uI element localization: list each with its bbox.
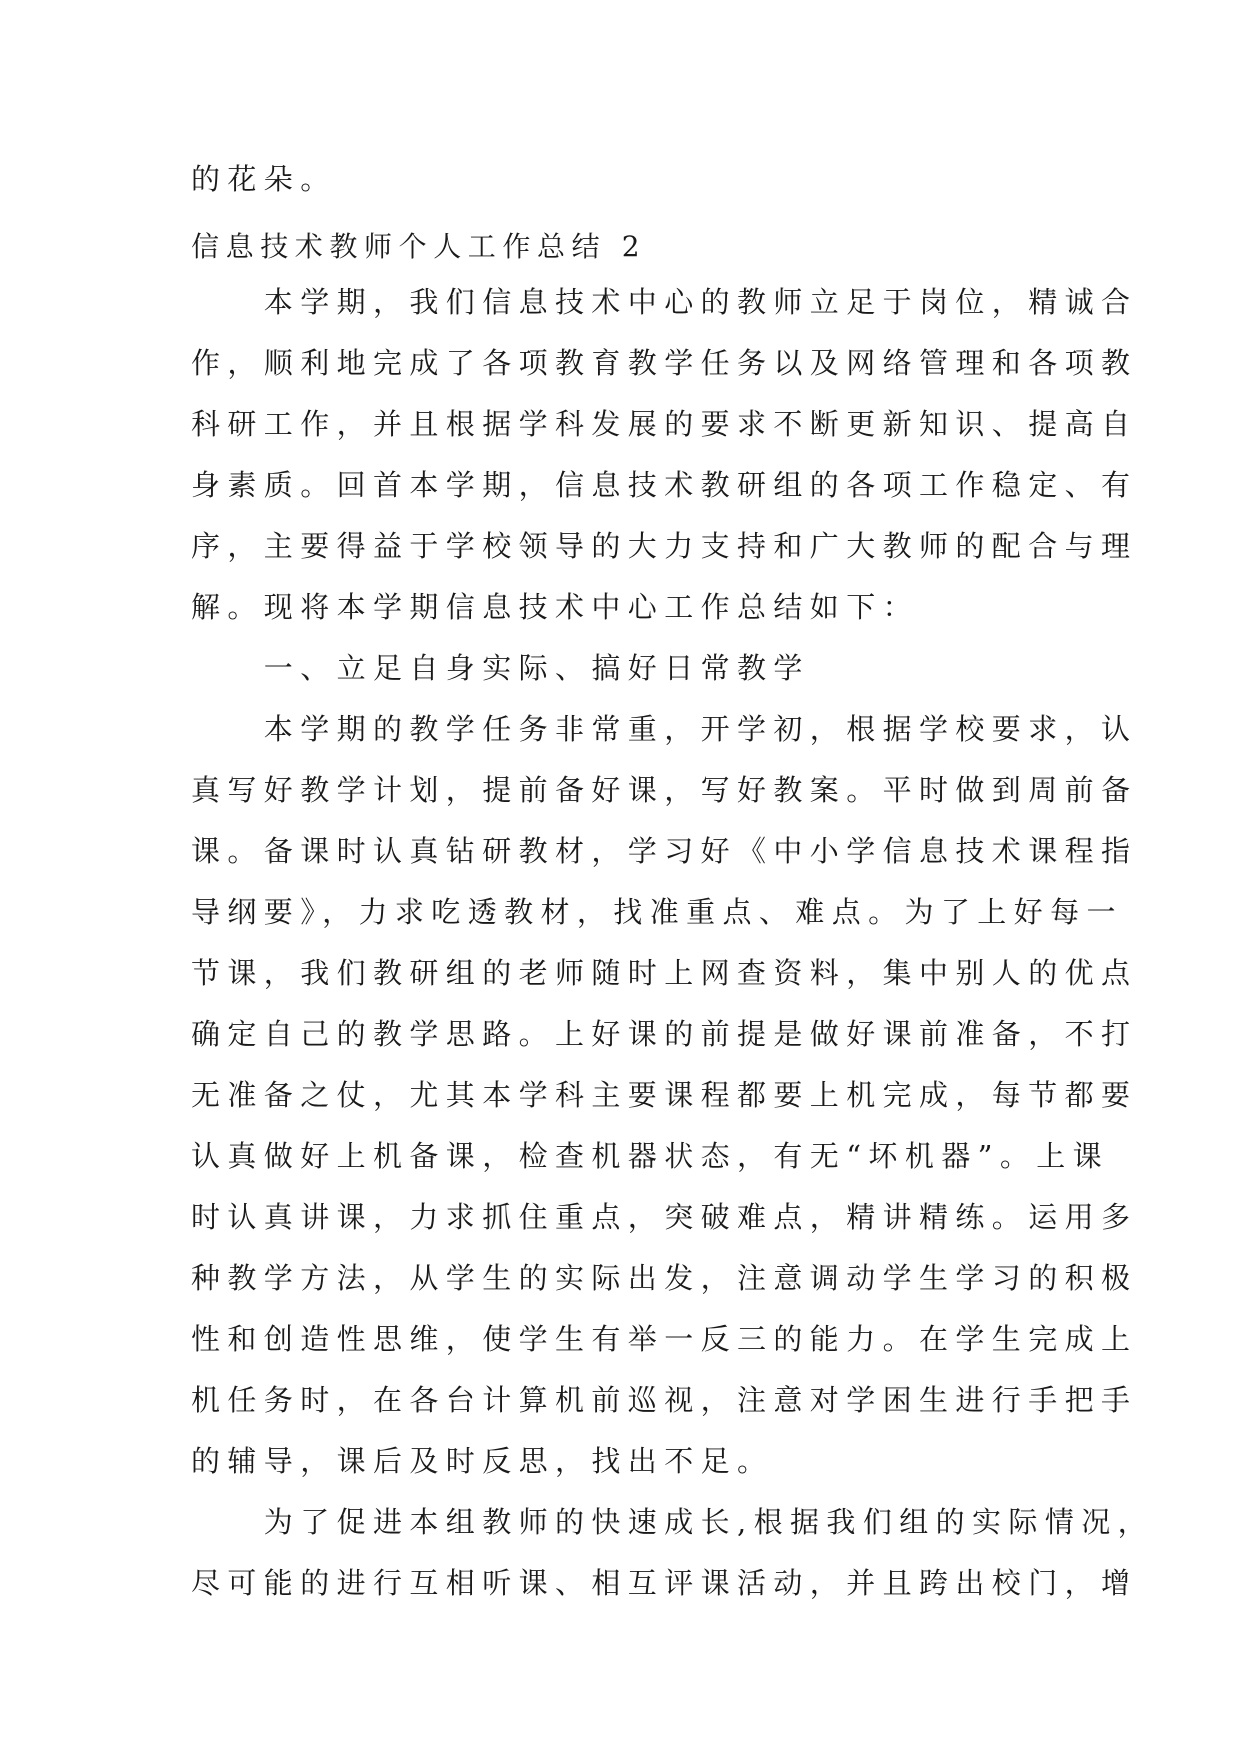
text-line-22: 的辅导，课后及时反思，找出不足。 xyxy=(191,1444,774,1478)
text-line-24: 尽可能的进行互相听课、相互评课活动，并且跨出校门，增 xyxy=(191,1566,1138,1600)
text-line-6: 身素质。回首本学期，信息技术教研组的各项工作稳定、有 xyxy=(191,468,1138,502)
subheading-line: 一、立足自身实际、搞好日常教学 xyxy=(191,651,810,685)
text-line-18: 时认真讲课，力求抓住重点，突破难点，精讲精练。运用多 xyxy=(191,1200,1138,1234)
text-line-13: 导纲要》，力求吃透教材，找准重点、难点。为了上好每一 xyxy=(191,895,1123,929)
section-title: 信息技术教师个人工作总结 2 xyxy=(191,230,647,263)
text-line-14: 节课，我们教研组的老师随时上网查资料，集中别人的优点 xyxy=(191,956,1138,990)
text-line-7: 序，主要得益于学校领导的大力支持和广大教师的配合与理 xyxy=(191,529,1138,563)
text-line-4: 作，顺利地完成了各项教育教学任务以及网络管理和各项教 xyxy=(191,346,1138,380)
text-line-10: 本学期的教学任务非常重，开学初，根据学校要求，认 xyxy=(191,712,1138,746)
text-line-3: 本学期，我们信息技术中心的教师立足于岗位，精诚合 xyxy=(191,285,1138,319)
text-line-23: 为了促进本组教师的快速成长,根据我们组的实际情况， xyxy=(191,1505,1155,1539)
text-line-21: 机任务时，在各台计算机前巡视，注意对学困生进行手把手 xyxy=(191,1383,1138,1417)
text-line-12: 课。备课时认真钻研教材，学习好《中小学信息技术课程指 xyxy=(191,834,1138,868)
text-line-8: 解。现将本学期信息技术中心工作总结如下： xyxy=(191,590,920,624)
text-line-16: 无准备之仗，尤其本学科主要课程都要上机完成，每节都要 xyxy=(191,1078,1138,1112)
text-line-20: 性和创造性思维，使学生有举一反三的能力。在学生完成上 xyxy=(191,1322,1138,1356)
text-line-15: 确定自己的教学思路。上好课的前提是做好课前准备，不打 xyxy=(191,1017,1138,1051)
text-line-19: 种教学方法，从学生的实际出发，注意调动学生学习的积极 xyxy=(191,1261,1138,1295)
text-line-17: 认真做好上机备课，检查机器状态，有无“坏机器”。上课 xyxy=(191,1139,1110,1173)
text-line-5: 科研工作，并且根据学科发展的要求不断更新知识、提高自 xyxy=(191,407,1138,441)
text-line-11: 真写好教学计划，提前备好课，写好教案。平时做到周前备 xyxy=(191,773,1138,807)
text-line-1: 的花朵。 xyxy=(191,162,337,196)
